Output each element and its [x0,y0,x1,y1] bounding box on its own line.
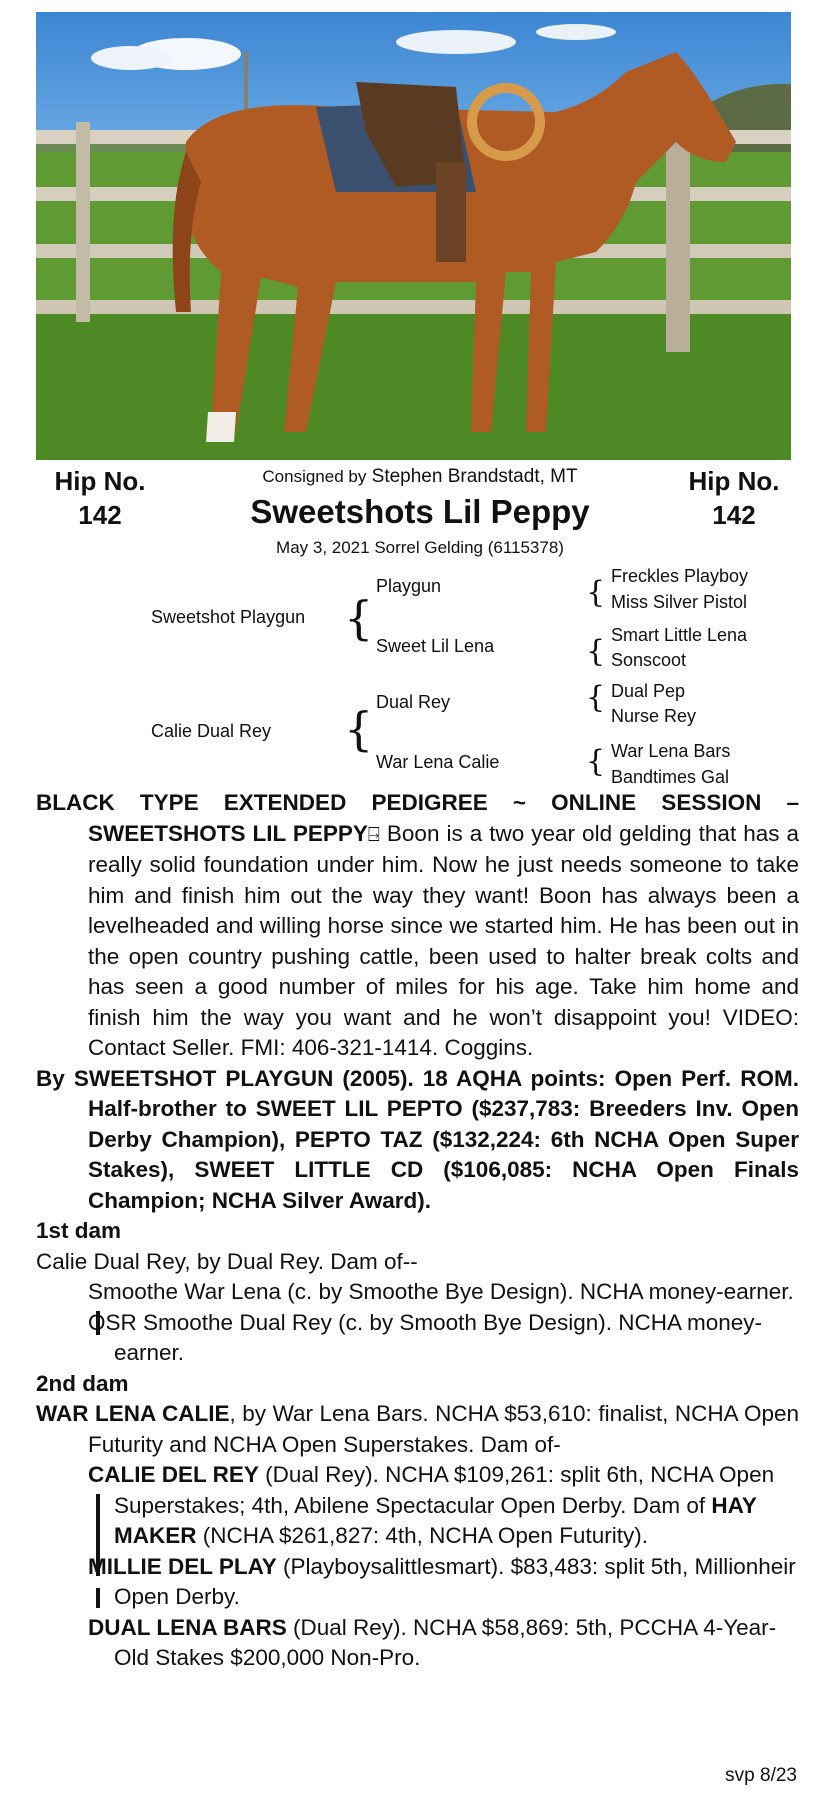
produce-text: (Dual Rey). NCHA $58,869: 5th, PCCHA 4-Year-Old Stakes $200,000 Non-Pro. [114,1614,777,1670]
produce-text: (Playboysalittlesmart). $83,483: split 5th, Millionheir Open Derby. [114,1553,796,1609]
second-dam-paragraph [36,1399,799,1460]
pedigree-ggp: Miss Silver Pistol [611,592,748,612]
pedigree-ggp: War Lena Bars [611,741,731,761]
pedigree-brace: { [586,575,606,610]
catalog-text [36,788,799,1674]
hip-number: 142 [78,500,122,530]
produce-text: OSR Smoothe Dual Rey (c. by Smooth Bye Design). NCHA money-earner. [88,1309,763,1365]
description-paragraph [36,788,799,1064]
footnote: svp 8/23 [725,1765,797,1786]
pedigree-ggp: Dual Pep [611,681,686,701]
pedigree-sire-sire: Playgun [376,576,442,596]
produce-entry [36,1308,799,1369]
pedigree-ggp: Nurse Rey [611,706,697,726]
produce-entry [36,1277,799,1308]
pedigree-ggp: Sonscoot [611,650,687,670]
hip-label: Hip No. [54,466,146,496]
pedigree-ggp: Bandtimes Gal [611,767,730,787]
produce-text: (Dual Rey). NCHA $109,261: split 6th, NCHA Open Superstakes; 4th, Abilene Spectacular Open Derby. Dam of [114,1462,775,1518]
horse-photo [36,12,791,460]
pedigree-brace: { [344,702,374,756]
pedigree-ggp: Smart Little Lena [611,625,748,645]
produce-name: CALIE DEL REY [88,1462,259,1487]
produce-bar [96,1588,100,1608]
description-lead: BLACK TYPE EXTENDED PEDIGREE ~ ONLINE SESSION – SWEETSHOTS LIL PEPPY [36,790,799,846]
pedigree-brace: { [344,591,374,645]
produce-name: DUAL LENA BARS [88,1614,287,1640]
consigned-prefix: Consigned by [262,467,367,486]
pedigree-sire: Sweetshot Playgun [151,607,306,627]
horse-photo-illustration [36,12,791,460]
hip-number-left [30,464,170,532]
produce-entry [36,1552,799,1613]
consignor-line [200,466,640,488]
pedigree-brace: { [586,634,606,669]
produce-text: Smoothe War Lena (c. by Smoothe Bye Design). NCHA money-earner. [88,1279,794,1304]
produce-name: MILLIE DEL PLAY [88,1553,277,1579]
produce-offspring-name: HAY MAKER [114,1492,757,1548]
pedigree-dam-dam: War Lena Calie [376,752,500,772]
hip-number: 142 [712,500,756,530]
sire-paragraph: By SWEETSHOT PLAYGUN (2005). 18 AQHA points: Open Perf. ROM. Half-brother to SWEET LIL PEPTO ($237,783: Breeders Inv. Open Derby Champion), PEPTO TAZ ($132,224: 6th NCHA Open Super Stakes), SWEET LITTLE CD ($106,085: NCHA Open Finals Champion; NCHA Silver Award). [36,1065,799,1213]
foaling-info: May 3, 2021 Sorrel Gelding (6115378) [276,538,564,557]
description-symbol: ⍈ [367,823,380,846]
second-dam-heading: 2nd dam [36,1370,129,1396]
pedigree-dam-sire: Dual Rey [376,692,451,712]
pedigree-dam: Calie Dual Rey [151,721,272,741]
first-dam-heading: 1st dam [36,1218,122,1243]
pedigree-sire-dam: Sweet Lil Lena [376,636,495,656]
consignor-name: Stephen Brandstadt, MT [371,466,578,487]
pedigree-brace: { [586,680,606,715]
produce-entry [36,1613,799,1674]
hip-label: Hip No. [688,466,780,496]
first-dam-line: Calie Dual Rey, by Dual Rey. Dam of-- [36,1248,418,1274]
horse-name: Sweetshots Lil Peppy [250,493,590,530]
hip-number-right [664,464,804,532]
pedigree-brace: { [586,744,606,779]
produce-text: (NCHA $261,827: 4th, NCHA Open Futurity). [196,1523,648,1548]
produce-entry [36,1460,799,1552]
description-text: Boon is a two year old gelding that has a really solid foundation under him. Now he just needs someone to take him and finish him out the way they want! Boon has always been a levelheaded and willing horse since we started him. He has been out in the open country pushing cattle, been used to halter break colts and has seen a good number of miles for his age. Take him home and finish him the way you want and he won’t disappoint you! VIDEO: Contact Seller. FMI: 406-321-1414. Coggins. [88,820,799,1060]
second-dam-line: , by War Lena Bars. NCHA $53,610: finalist, NCHA Open Futurity and NCHA Open Superstakes. Dam of- [88,1401,799,1457]
pedigree-ggp: Freckles Playboy [611,566,749,586]
second-dam-name: WAR LENA CALIE [36,1401,230,1426]
